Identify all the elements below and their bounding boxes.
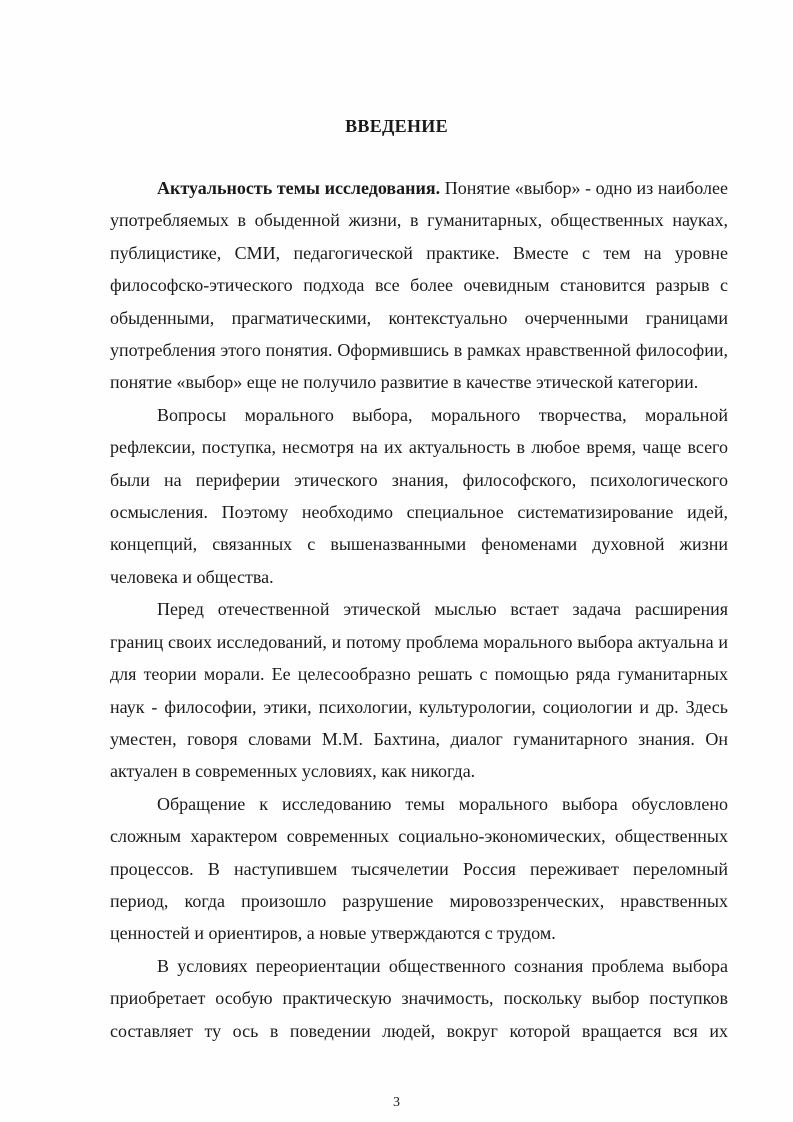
page-number: 3	[393, 1095, 400, 1110]
paragraph-4: Обращение к исследованию темы морального выбора обусловлено сложным характером современных социально-экономических, общественных процессов. В наступившем тысячелетии Россия переживает переломный период, когда произошло разрушение мировоззренческих, нравственных ценностей и ориентиров, а новые утверждаются с трудом.	[110, 793, 728, 944]
body-text	[110, 172, 728, 1047]
paragraph-lead: Актуальность темы исследования	[157, 178, 436, 198]
paragraph-3: Перед отечественной этической мыслью встает задача расширения границ своих исследований, и потому проблема морального выбора актуальна и для теории морали. Ее целесообразно решать с помощью ряда гуманитарных наук - философии, этики, психологии, культурологии, социологии и др. Здесь уместен, говоря словами М.М. Бахтина, диалог гуманитарного знания. Он актуален в современных условиях, как никогда.	[110, 599, 728, 782]
paragraph-1	[110, 172, 728, 399]
paragraph-2: Вопросы морального выбора, морального творчества, моральной рефлексии, поступка, несмотря на их актуальность в любое время, чаще всего были на периферии этического знания, философского, психологического осмысления. Поэтому необходимо специальное систематизирование идей, концепций, связанных с вышеназванными феноменами духовной жизни человека и общества.	[110, 404, 728, 587]
page-title: ВВЕДЕНИЕ	[345, 116, 448, 136]
paragraph-5: В условиях переориентации общественного сознания проблема выбора приобретает особую практическую значимость, поскольку выбор поступков составляет ту ось в поведении людей, вокруг которой вращается вся их	[110, 955, 728, 1041]
paragraph-text: Понятие «выбор» - одно из наиболее употребляемых в обыденной жизни, в гуманитарных, общественных науках, публицистике, СМИ, педагогической практике. Вместе с тем на уровне философско-этического подхода все более очевидным становится разрыв с обыденными, прагматическими, контекстуально очерченными границами употребления этого понятия. Оформившись в рамках нравственной философии, понятие «выбор» еще не получило развитие в качестве этической категории.	[110, 178, 729, 393]
paragraph-lead-punct: .	[435, 178, 441, 198]
